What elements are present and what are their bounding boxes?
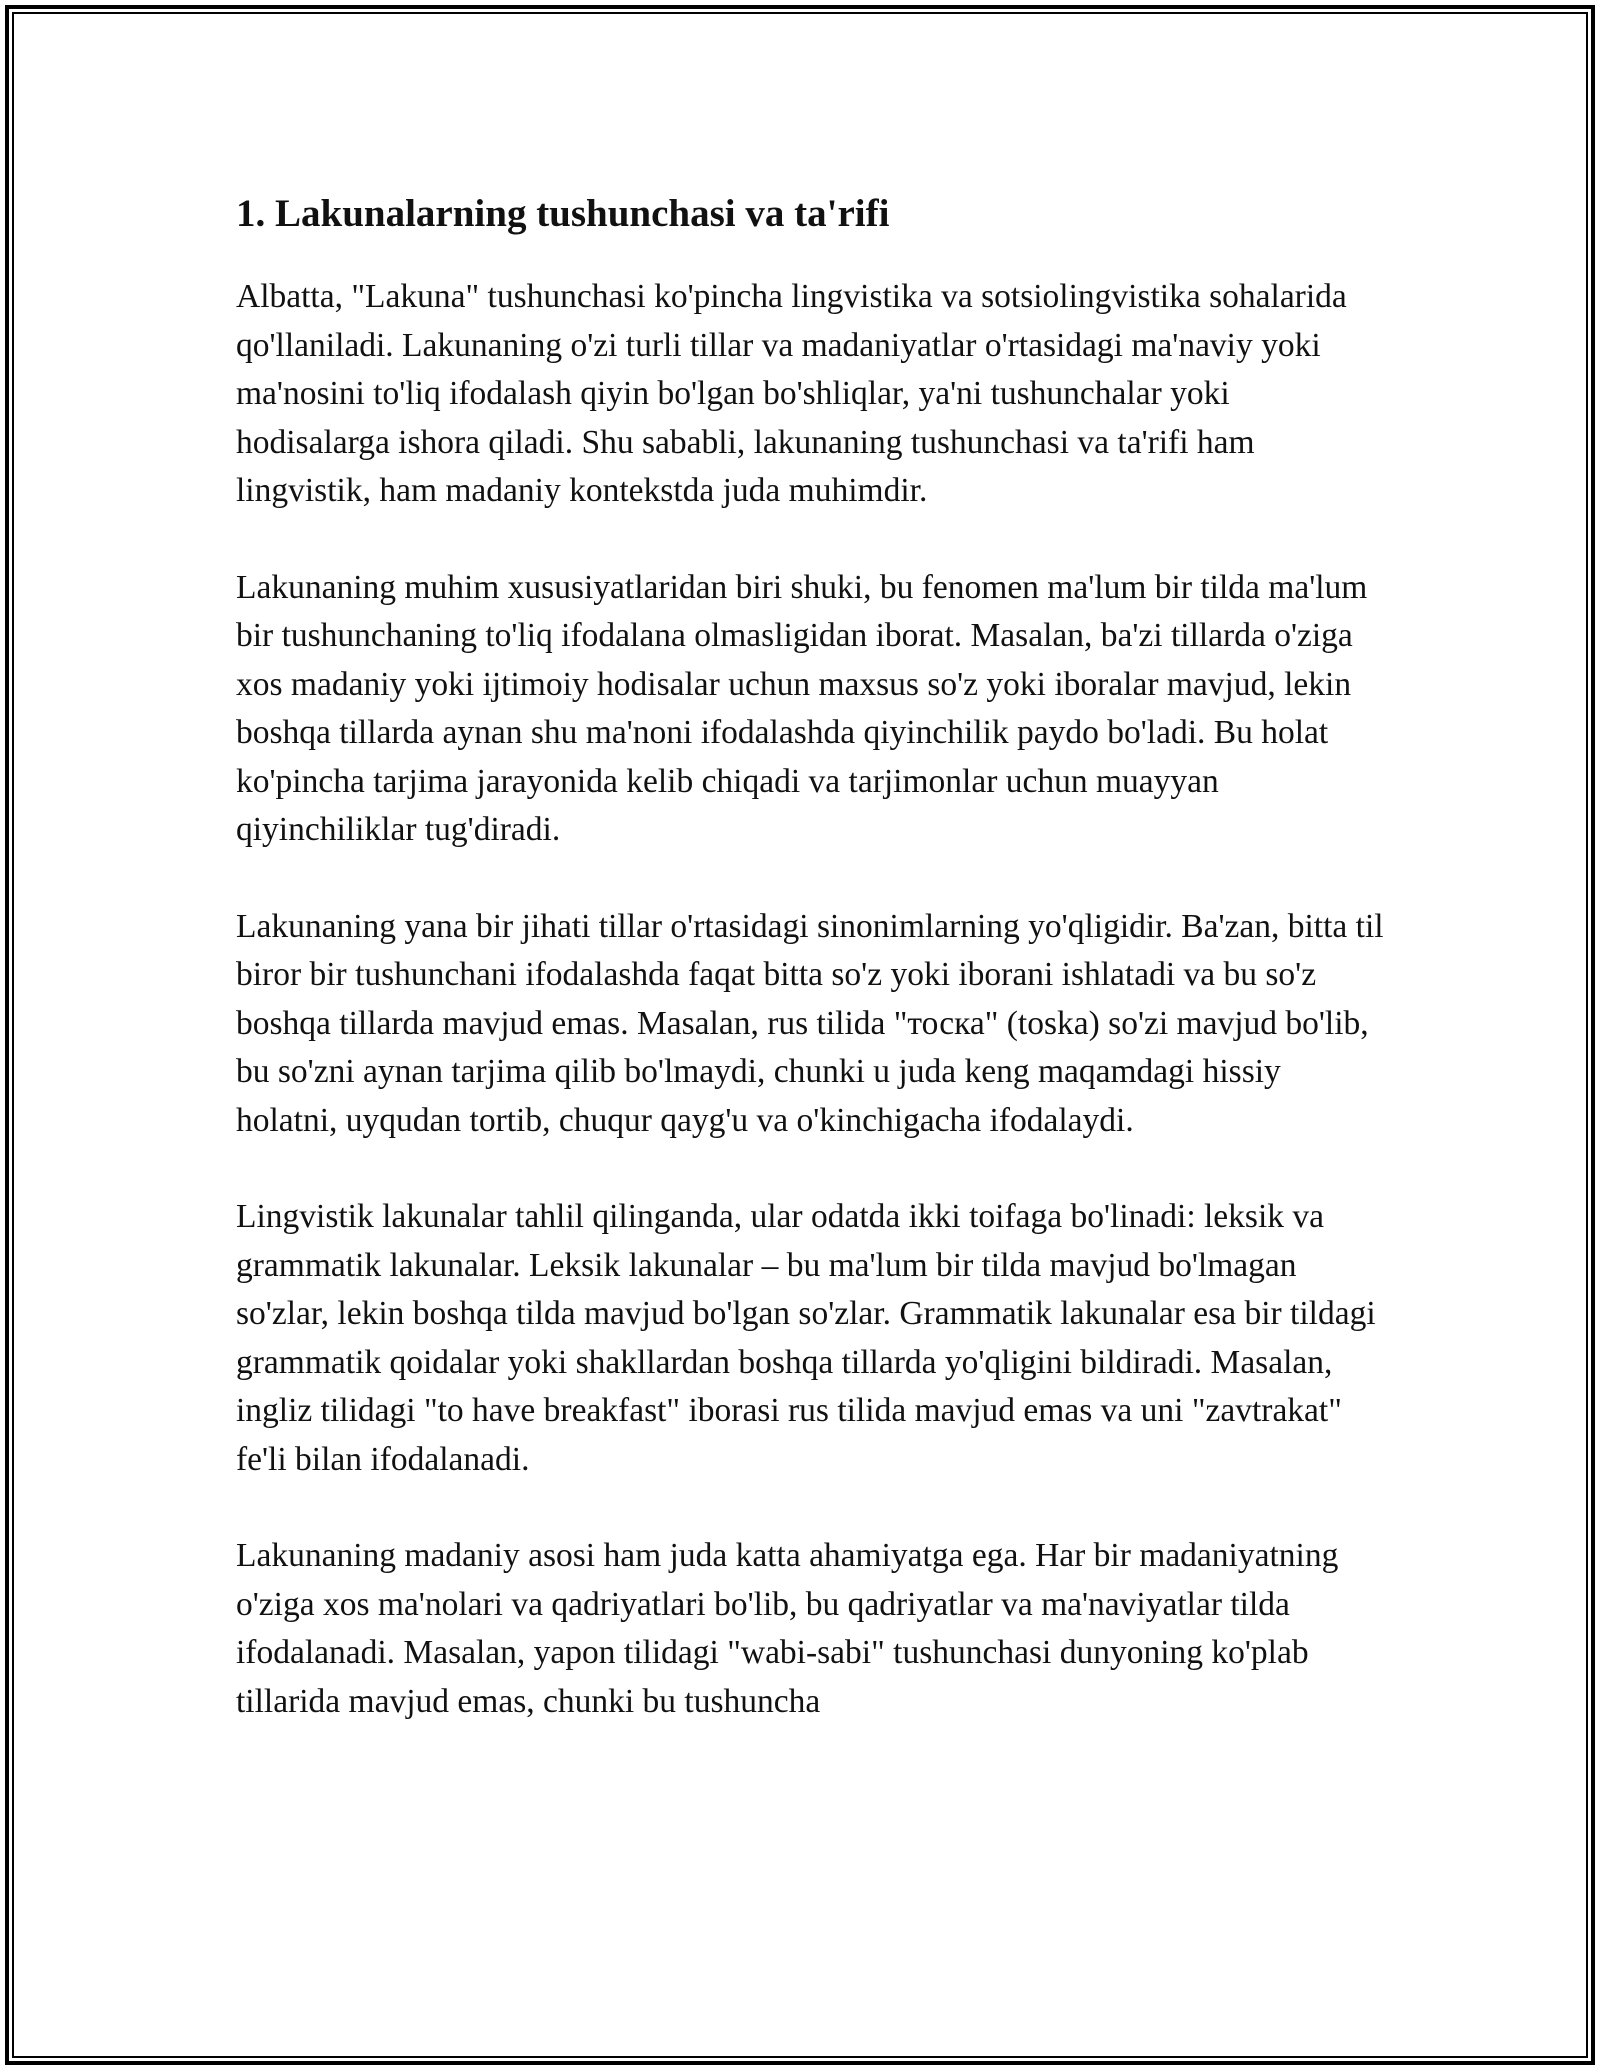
paragraph-lacuna-types: Lingvistik lakunalar tahlil qilinganda, ular odatda ikki toifaga bo'linadi: leksik va grammatik lakunalar. Leksik lakunalar – bu ma'lum bir tilda mavjud bo'lmagan so'zlar, lekin boshqa tilda mavjud bo'lgan so'zlar. Grammatik lakunalar esa bir tildagi grammatik qoidalar yoki shakllardan boshqa tillarda yo'qligini bildiradi. Masalan, ingliz tilidagi "to have breakfast" iborasi rus tilida mavjud emas va uni "zavtrakat" fe'li bilan ifodalanadi. [236, 1198, 1376, 1478]
paragraph-lacuna-culture: Lakunaning madaniy asosi ham juda katta ahamiyatga ega. Har bir madaniyatning o'ziga xos ma'nolari va qadriyatlari bo'lib, bu qadriyatlar va ma'naviyatlar tilda ifodalanadi. Masalan, yapon tilidagi "wabi-sabi" tushunchasi dunyoning ko'plab tillarida mavjud emas, chunki bu tushuncha [236, 1537, 1339, 1720]
paragraph-lacuna-synonyms: Lakunaning yana bir jihati tillar o'rtasidagi sinonimlarning yo'qligidir. Ba'zan, bitta til biror bir tushunchani ifodalashda faqat bitta so'z yoki iborani ishlatadi va bu so'z boshqa tillarda mavjud emas. Masalan, rus tilida "тоска" (toska) so'zi mavjud bo'lib, bu so'zni aynan tarjima qilib bo'lmaydi, chunki u juda keng maqamdagi hissiy holatni, uyqudan tortib, chuqur qayg'u va o'kinchigacha ifodalaydi. [236, 907, 1384, 1139]
paragraph-lacuna-feature: Lakunaning muhim xususiyatlaridan biri shuki, bu fenomen ma'lum bir tilda ma'lum bir tushunchaning to'liq ifodalana olmasligidan iborat. Masalan, ba'zi tillarda o'ziga xos madaniy yoki ijtimoiy hodisalar uchun maxsus so'z yoki iboralar mavjud, lekin boshqa tillarda aynan shu ma'noni ifodalashda qiyinchilik paydo bo'ladi. Bu holat ko'pincha tarjima jarayonida kelib chiqadi va tarjimonlar uchun muayyan qiyinchiliklar tug'diradi. [236, 568, 1368, 848]
section-heading: 1. Lakunalarning tushunchasi va ta'rifi [236, 192, 890, 235]
paragraph-lacuna-definition: Albatta, "Lakuna" tushunchasi ko'pincha lingvistika va sotsiolingvistika sohalarida qo'llaniladi. Lakunaning o'zi turli tillar va madaniyatlar o'rtasidagi ma'naviy yoki ma'nosini to'liq ifodalash qiyin bo'lgan bo'shliqlar, ya'ni tushunchalar yoki hodisalarga ishora qiladi. Shu sababli, lakunaning tushunchasi va ta'rifi ham lingvistik, ham madaniy kontekstda juda muhimdir. [236, 278, 1347, 509]
document-body [236, 188, 1386, 1774]
